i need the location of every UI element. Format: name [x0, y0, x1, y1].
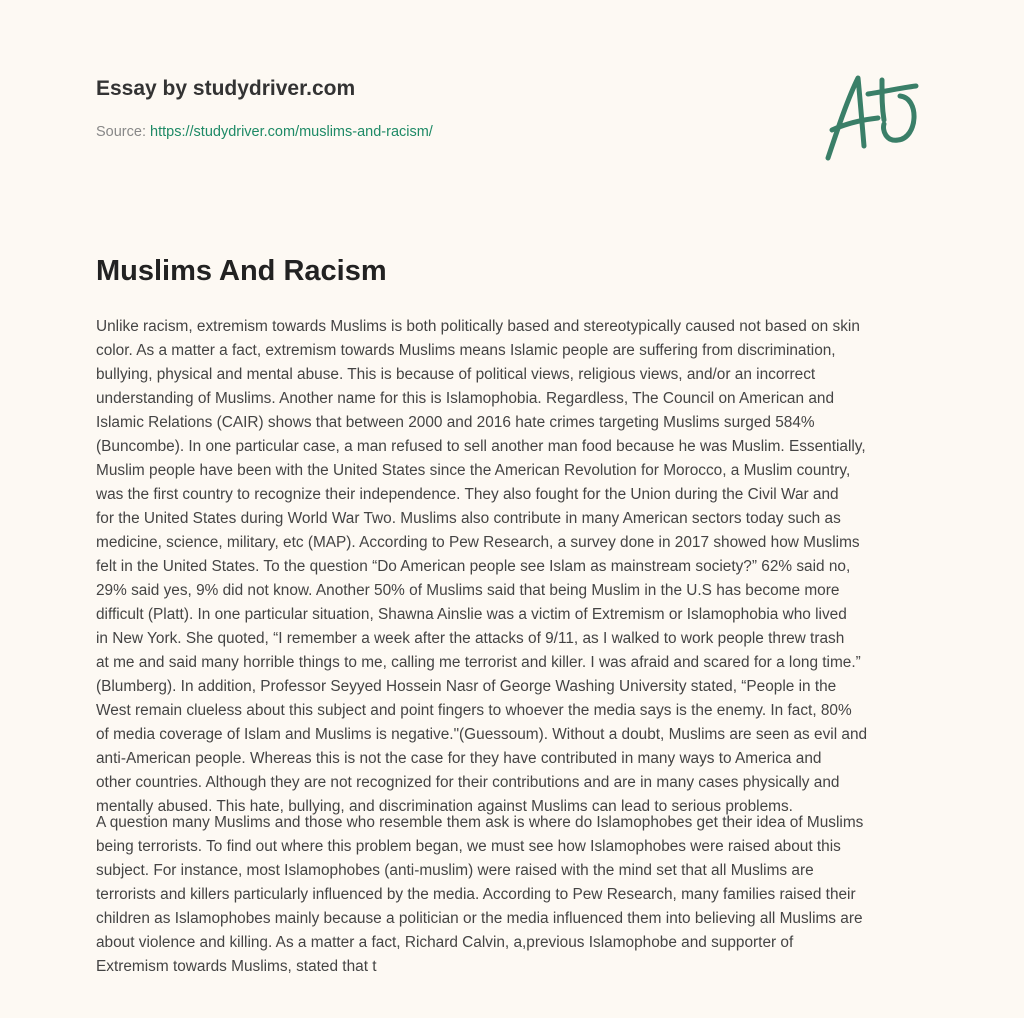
- source-line: [96, 124, 433, 140]
- paragraph-line: 29% said yes, 9% did not know. Another 50% of Muslims said that being Muslim in the U.S has become more: [96, 582, 840, 599]
- paragraph-line: Unlike racism, extremism towards Muslims is both politically based and stereotypically caused not based on skin: [96, 318, 860, 335]
- paragraph-line: other countries. Although they are not recognized for their contributions and are in many cases physically and: [96, 774, 840, 791]
- source-link[interactable]: https://studydriver.com/muslims-and-racism/: [150, 124, 433, 140]
- paragraph-line: at me and said many horrible things to me, calling me terrorist and killer. I was afraid and scared for a long time.”: [96, 654, 861, 671]
- paragraph-line: difficult (Platt). In one particular situation, Shawna Ainslie was a victim of Extremism or Islamophobia who lived: [96, 606, 847, 623]
- paragraph-line: color. As a matter a fact, extremism towards Muslims means Islamic people are suffering from discrimination,: [96, 342, 836, 359]
- paragraph-line: was the first country to recognize their independence. They also fought for the Union during the Civil War and: [96, 486, 839, 503]
- paragraph-line: medicine, science, military, etc (MAP). According to Pew Research, a survey done in 2017 showed how Muslims: [96, 534, 860, 551]
- paragraph-line: felt in the United States. To the question “Do American people see Islam as mainstream society?” 62% said no,: [96, 558, 851, 575]
- paragraph-line: understanding of Muslims. Another name for this is Islamophobia. Regardless, The Council on American and: [96, 390, 835, 407]
- essay-paragraph-2: [96, 811, 936, 979]
- paragraph-line: Extremism towards Muslims, stated that t: [96, 958, 377, 975]
- paragraph-line: (Blumberg). In addition, Professor Seyyed Hossein Nasr of George Washing University stated, “People in the: [96, 678, 837, 695]
- paragraph-line: of media coverage of Islam and Muslims is negative."(Guessoum). Without a doubt, Muslims are seen as evil and: [96, 726, 868, 743]
- a-plus-logo-icon: [820, 68, 930, 168]
- paragraph-line: Islamic Relations (CAIR) shows that between 2000 and 2016 hate crimes targeting Muslims surged 584%: [96, 414, 815, 431]
- paragraph-line: anti-American people. Whereas this is not the case for they have contributed in many ways to America and: [96, 750, 822, 767]
- paragraph-line: in New York. She quoted, “I remember a week after the attacks of 9/11, as I walked to work people threw trash: [96, 630, 845, 647]
- source-label: Source:: [96, 124, 146, 140]
- paragraph-line: West remain clueless about this subject and point fingers to whoever the media says is the enemy. In fact, 80%: [96, 702, 852, 719]
- paragraph-line: bullying, physical and mental abuse. This is because of political views, religious views, and/or an incorrect: [96, 366, 816, 383]
- page-title: Muslims And Racism: [96, 255, 387, 287]
- site-brand: Essay by studydriver.com: [96, 77, 356, 100]
- paragraph-line: A question many Muslims and those who resemble them ask is where do Islamophobes get their idea of Muslims: [96, 814, 864, 831]
- paragraph-line: children as Islamophobes mainly because a politician or the media influenced them into believing all Muslims are: [96, 910, 863, 927]
- paragraph-line: (Buncombe). In one particular case, a man refused to sell another man food because he was Muslim. Essentially,: [96, 438, 866, 455]
- paragraph-line: terrorists and killers particularly influenced by the media. According to Pew Research, many families raised their: [96, 886, 856, 903]
- paragraph-line: Muslim people have been with the United States since the American Revolution for Morocco, a Muslim country,: [96, 462, 851, 479]
- paragraph-line: being terrorists. To find out where this problem began, we must see how Islamophobes were raised about this: [96, 838, 841, 855]
- essay-paragraph-1: [96, 315, 936, 819]
- paragraph-line: for the United States during World War Two. Muslims also contribute in many American sectors today such as: [96, 510, 841, 527]
- paragraph-line: subject. For instance, most Islamophobes (anti-muslim) were raised with the mind set that all Muslims are: [96, 862, 814, 879]
- paragraph-line: about violence and killing. As a matter a fact, Richard Calvin, a,previous Islamophobe and supporter of: [96, 934, 794, 951]
- paragraph-line: mentally abused. This hate, bullying, and discrimination against Muslims can lead to serious problems.: [96, 798, 793, 815]
